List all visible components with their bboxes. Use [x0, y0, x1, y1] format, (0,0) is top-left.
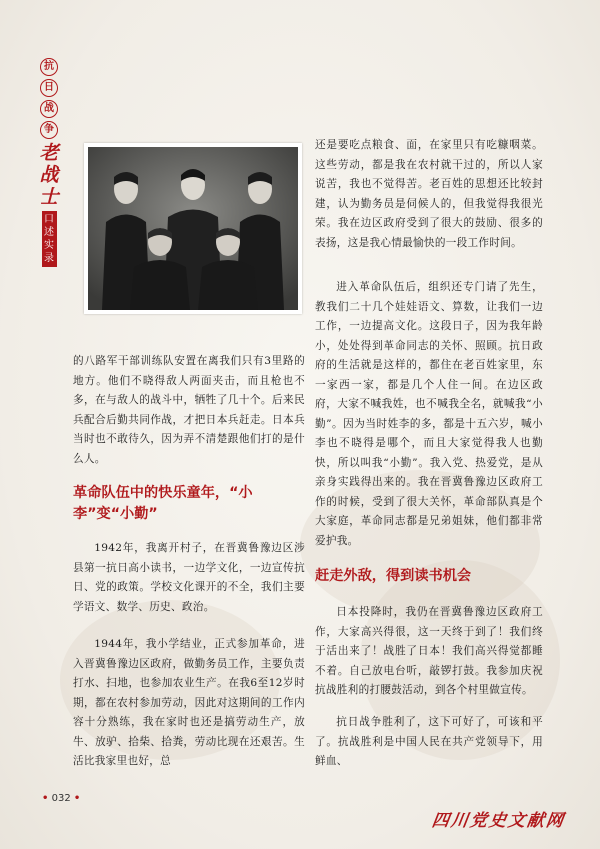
page-number-text: 032 [51, 793, 71, 804]
left-paragraph: 1942年，我离开村子，在晋冀鲁豫边区涉县第一抗日高小读书，一边学文化，一边宣传抗日、党的政策。学校文化课开的不全，我们主要学语文、数学、历史、政治。 [73, 542, 305, 613]
banner-title-char: 战 [39, 164, 59, 186]
family-photo [84, 143, 302, 314]
banner-title-char: 士 [39, 186, 59, 208]
page-number: • 032 • [42, 793, 81, 804]
section-heading: 赶走外敌，得到读书机会 [315, 568, 472, 584]
banner-circle-char: 抗 [40, 58, 58, 76]
right-paragraph: 抗日战争胜利了，这下可好了，可该和平了。抗战胜利是中国人民在共产党领导下，用鲜血、 [315, 716, 543, 767]
left-paragraph: 的八路军干部训练队安置在离我们只有3里路的地方。他们不晓得敌人两面夹击，而且枪也不多，在与敌人的战斗中，牺牲了几十个。后来民兵配合后勤共同作战，才把日本兵赶走。日本兵当时也不敢待久，因为弄不清楚跟他们打的是什么人。 [73, 355, 305, 465]
banner-circle-char: 战 [40, 100, 58, 118]
photo-image [88, 147, 298, 310]
banner-tag-char: 实 [44, 240, 54, 251]
banner-tag-char: 述 [44, 227, 54, 238]
series-banner [36, 58, 62, 267]
banner-tag [42, 211, 57, 267]
banner-tag-char: 口 [44, 214, 54, 225]
right-paragraph: 进入革命队伍后，组织还专门请了先生，教我们二十几个娃娃语文、算数，让我们一边工作，一边提高文化。这段日子，因为我年龄小，处处得到革命同志的关怀、照顾。抗日政府的生活就是这样的，都住在老百姓家里，东一家西一家，都是几个人住一间。在边区政府，大家不喊我姓，也不喊我全名，就喊我“小勤”。因为当时姓李的多，都是十五六岁，喊小李也不晓得是哪个，而且大家觉得我人也勤快，所以叫我“小勤”。我入党、热爱党，是从亲身实践得出来的。我在晋冀鲁豫边区政府工作的时候，受到了很大关怀，革命部队真是个大家庭，革命同志都是兄弟姐妹，他们都非常爱护我。 [315, 281, 543, 547]
right-paragraph: 还是要吃点粮食、面，在家里只有吃糠咽菜。这些劳动，都是我在农村就干过的，所以人家说苦，我也不觉得苦。老百姓的思想还比较封建，认为勤务员是伺候人的，但我觉得我很光荣。我在边区政府受到了很大的鼓励、很多的表扬，这是我心情最愉快的一段工作时间。 [315, 139, 543, 249]
right-paragraph: 日本投降时，我仍在晋冀鲁豫边区政府工作，大家高兴得很，这一天终于到了！我们终于活出来了！战胜了日本！我们高兴得觉都睡不着。自己放电台听，敲锣打鼓。我参加庆祝抗战胜利的打腰鼓活动，到各个村里做宣传。 [315, 606, 543, 696]
site-logo: 四川党史文献网 [430, 811, 567, 831]
banner-title-char: 老 [39, 142, 59, 164]
banner-circle-char: 争 [40, 121, 58, 139]
banner-circle-char: 日 [40, 79, 58, 97]
left-paragraph: 1944年，我小学结业，正式参加革命，进入晋冀鲁豫边区政府，做勤务员工作，主要负责打水、扫地，也参加农业生产。在我6至12岁时期，都在农村参加劳动，因此对这期间的工作内容十分熟练，我在家时也还是搞劳动生产，放牛、放驴、拾柴、拾粪，劳动比现在还艰苦。生活比我家里也好，总 [73, 638, 305, 767]
banner-tag-char: 录 [44, 253, 54, 264]
section-heading: 革命队伍中的快乐童年，“小李”变“小勤” [73, 485, 253, 522]
